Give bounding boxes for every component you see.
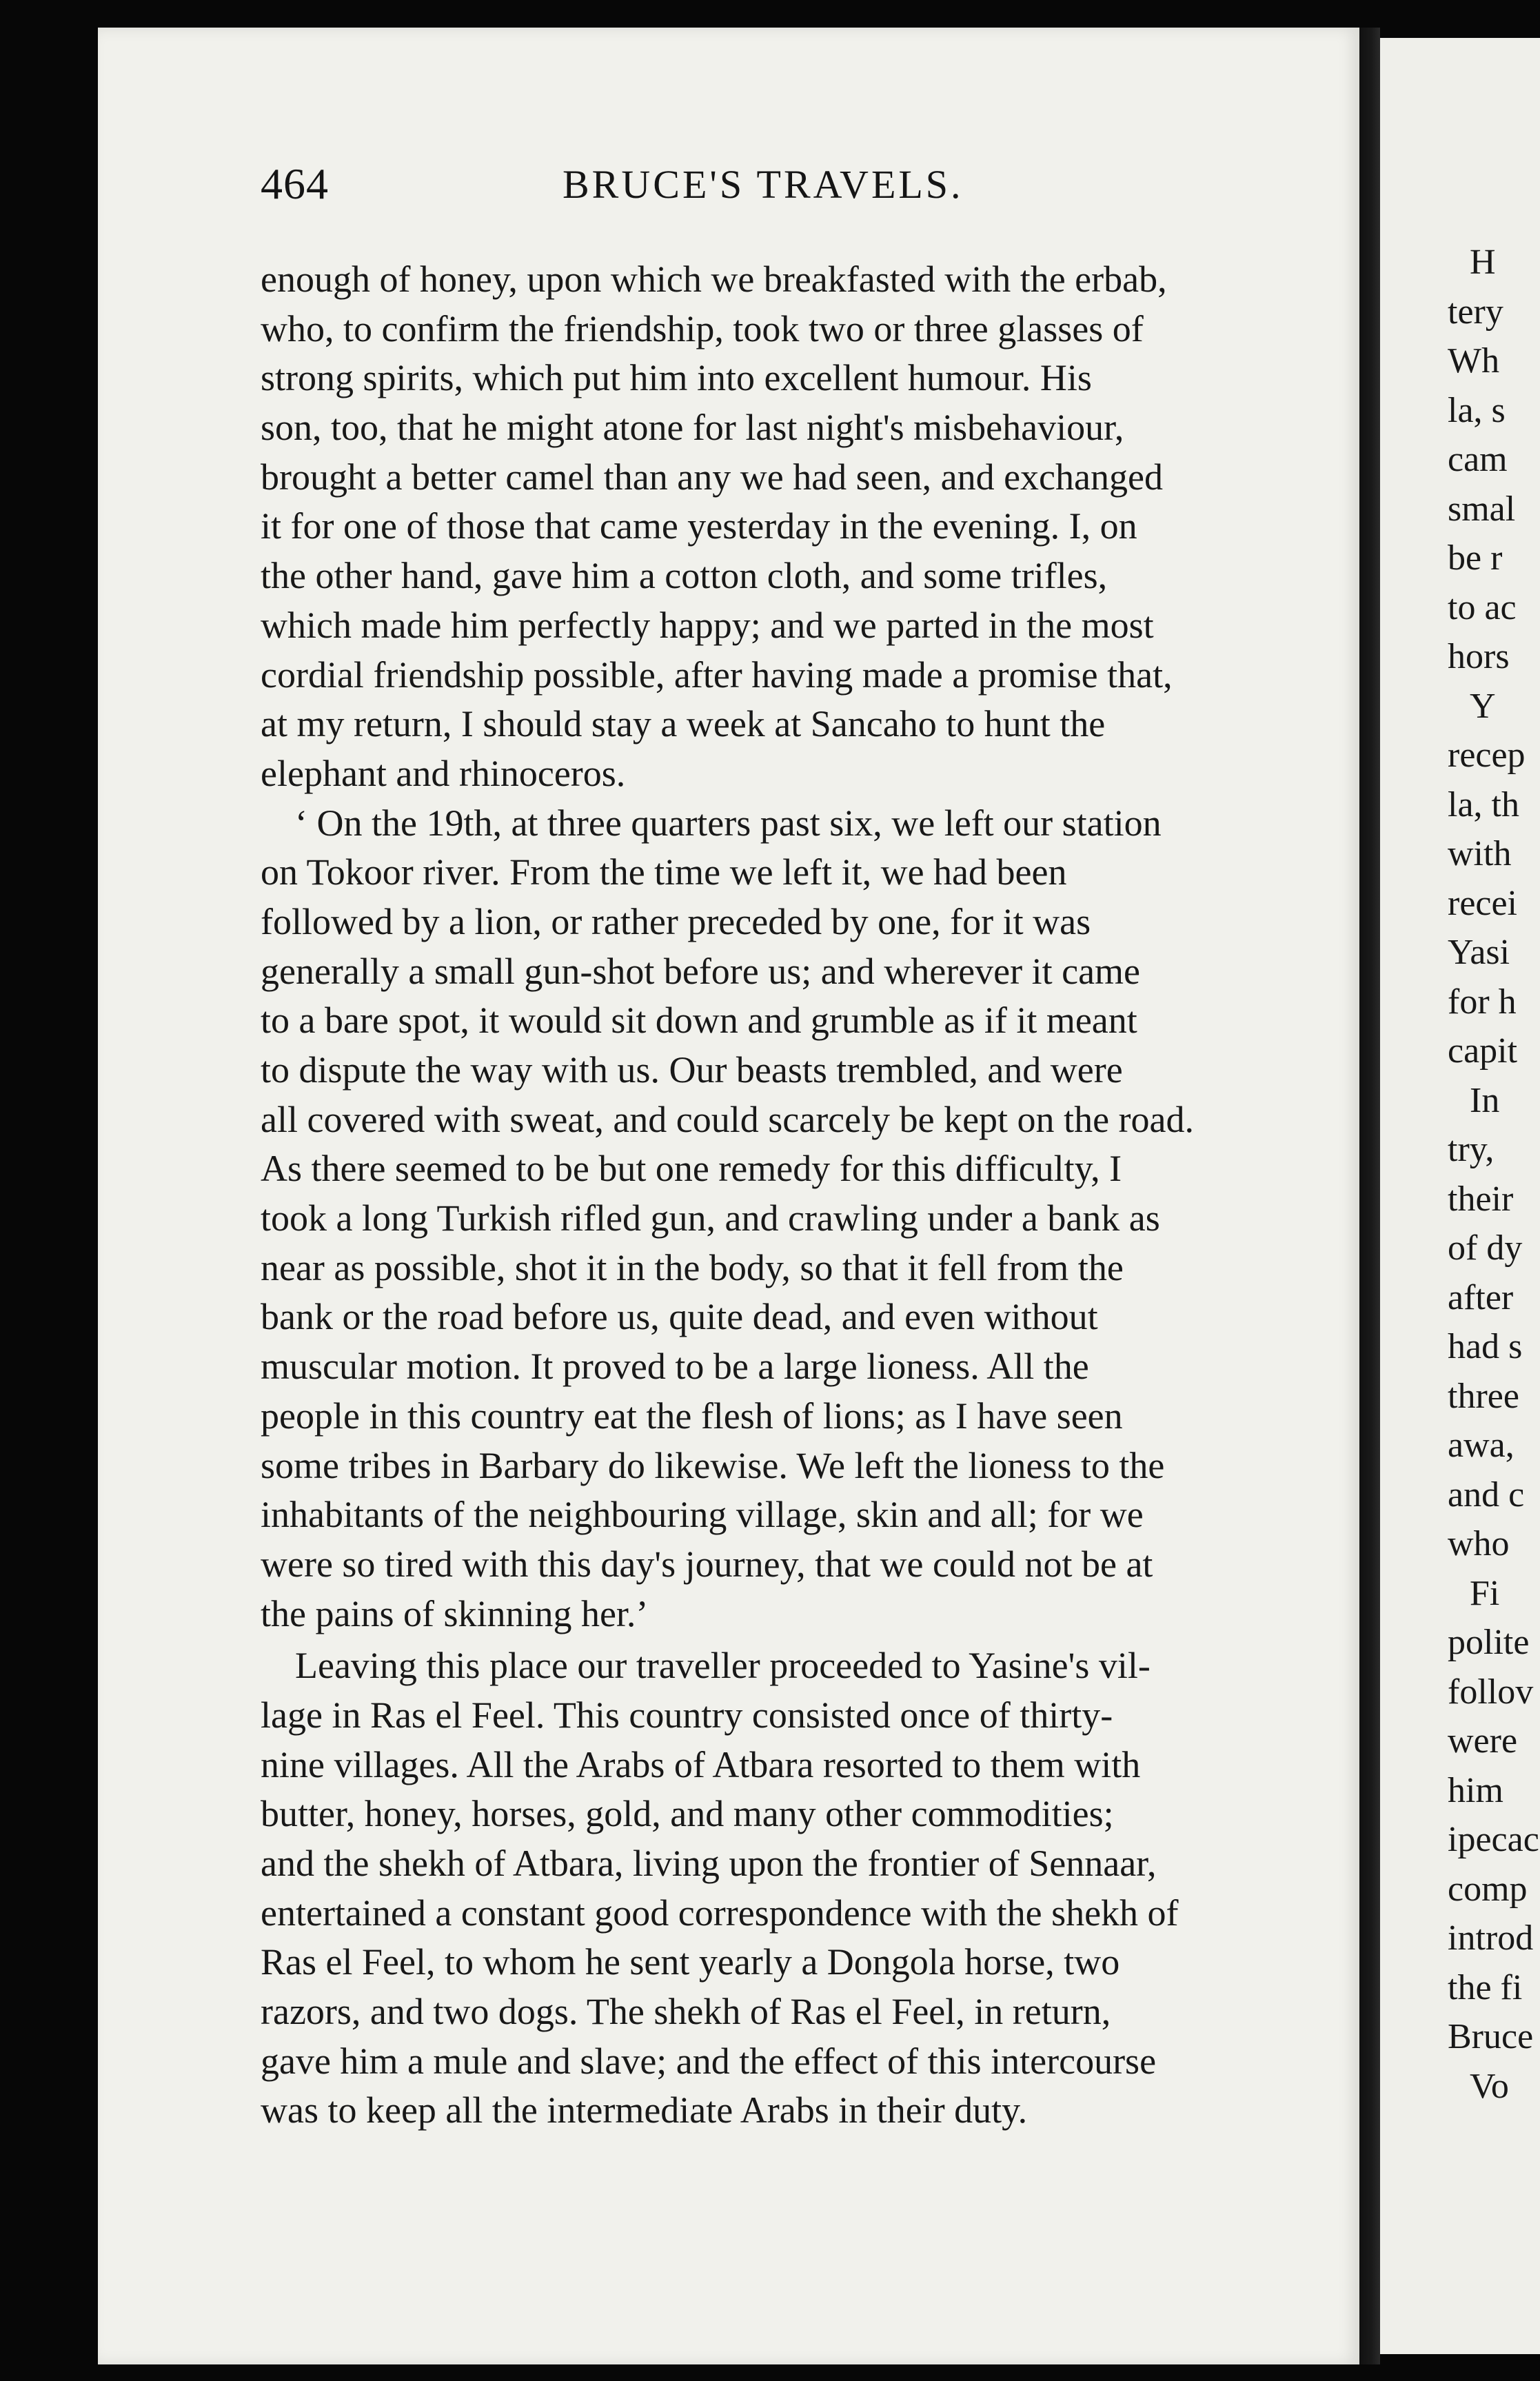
facing-text-line: In [1470,1080,1500,1120]
facing-text-line: were [1448,1721,1518,1761]
text-line: was to keep all the intermediate Arabs in their duty. [261,2089,1028,2131]
text-line: some tribes in Barbary do likewise. We left the lioness to the [261,1444,1165,1486]
text-line: were so tired with this day's journey, that we could not be at [261,1543,1153,1585]
paragraph-start-line: ‘ On the 19th, at three quarters past six, we left our station [295,802,1162,844]
text-line: elephant and rhinoceros. [261,752,626,794]
facing-text-line: awa, [1448,1426,1514,1465]
text-line: bank or the road before us, quite dead, and even without [261,1296,1098,1338]
book-gutter [1359,28,1380,2364]
text-line: all covered with sweat, and could scarcely be kept on the road. [261,1098,1194,1140]
page-header [261,159,1336,234]
text-line: at my return, I should stay a week at Sancaho to hunt the [261,703,1106,745]
text-line: it for one of those that came yesterday in the evening. I, on [261,505,1137,547]
text-line: took a long Turkish rifled gun, and crawling under a bank as [261,1197,1160,1239]
facing-text-line: hors [1448,637,1510,676]
facing-text-line: la, th [1448,784,1519,824]
text-line: people in this country eat the flesh of lions; as I have seen [261,1395,1123,1437]
facing-text-line: H [1470,243,1496,282]
text-line: to a bare spot, it would sit down and grumble as if it meant [261,1000,1137,1042]
facing-text-line: their [1448,1179,1514,1219]
facing-text-line: to ac [1448,587,1517,627]
facing-text-line: capit [1448,1031,1518,1071]
facing-text-line: polite [1448,1623,1530,1662]
facing-text-line: smal [1448,489,1516,529]
text-line: strong spirits, which put him into excellent humour. His [261,357,1092,399]
facing-text-line: him [1448,1770,1503,1810]
body-text [261,255,1336,2136]
text-line: generally a small gun-shot before us; and wherever it came [261,950,1141,992]
running-head: BRUCE'S TRAVELS. [563,162,964,207]
text-line: entertained a constant good correspondence with the shekh of [261,1892,1179,1934]
text-line: razors, and two dogs. The shekh of Ras el Feel, in return, [261,1991,1111,2033]
page-number: 464 [261,159,329,208]
facing-text-line: Bruce [1448,2017,1534,2056]
text-line: which made him perfectly happy; and we parted in the most [261,604,1154,646]
facing-text-line: Vo [1470,2066,1509,2106]
facing-text-line: tery [1448,292,1503,332]
facing-text-line: try, [1448,1130,1495,1169]
facing-text-line: with [1448,834,1512,873]
facing-text-line: of dy [1448,1228,1523,1268]
facing-text-line: cam [1448,440,1508,479]
facing-text-line: Y [1470,686,1496,726]
facing-text-line: who [1448,1524,1510,1563]
facing-page-text [1448,238,1540,2111]
facing-text-line: recei [1448,883,1518,923]
text-line: butter, honey, horses, gold, and many other commodities; [261,1793,1114,1835]
text-line: near as possible, shot it in the body, so that it fell from the [261,1246,1124,1288]
facing-text-line: recep [1448,736,1526,775]
facing-text-line: ipecac [1448,1820,1539,1859]
facing-text-line: three [1448,1376,1519,1416]
text-line: on Tokoor river. From the time we left it, we had been [261,851,1067,893]
facing-text-line: comp [1448,1869,1528,1909]
text-line: the other hand, gave him a cotton cloth, and some trifles, [261,555,1108,597]
text-line: to dispute the way with us. Our beasts trembled, and were [261,1049,1123,1091]
text-line: Ras el Feel, to whom he sent yearly a Dongola horse, two [261,1941,1120,1983]
text-line: the pains of skinning her.’ [261,1592,649,1634]
text-line: nine villages. All the Arabs of Atbara resorted to them with [261,1743,1141,1785]
text-line: son, too, that he might atone for last night's misbehaviour, [261,407,1124,449]
facing-text-line: after [1448,1277,1514,1317]
facing-text-line: for h [1448,982,1517,1022]
text-line: who, to confirm the friendship, took two or three glasses of [261,307,1144,349]
text-line: muscular motion. It proved to be a large lioness. All the [261,1346,1089,1388]
text-line: lage in Ras el Feel. This country consisted once of thirty- [261,1694,1113,1736]
text-line: and the shekh of Atbara, living upon the frontier of Sennaar, [261,1843,1157,1884]
text-line: enough of honey, upon which we breakfasted with the erbab, [261,259,1167,300]
facing-text-line: Wh [1448,341,1500,381]
text-line: followed by a lion, or rather preceded by one, for it was [261,900,1091,942]
text-line: As there seemed to be but one remedy for this difficulty, I [261,1148,1122,1190]
paragraph-start-line: Leaving this place our traveller proceeded to Yasine's vil- [295,1645,1151,1687]
text-line: inhabitants of the neighbouring village, skin and all; for we [261,1494,1144,1536]
facing-text-line: and c [1448,1475,1525,1514]
facing-text-line: had s [1448,1327,1523,1366]
facing-text-line: Yasi [1448,933,1510,972]
text-line: cordial friendship possible, after having made a promise that, [261,653,1173,696]
facing-text-line: introd [1448,1918,1534,1958]
facing-text-line: the fi [1448,1967,1523,2007]
facing-text-line: be r [1448,538,1503,578]
text-line: gave him a mule and slave; and the effect of this intercourse [261,2040,1157,2082]
text-line: brought a better camel than any we had seen, and exchanged [261,456,1163,498]
facing-text-line: Fi [1470,1573,1500,1613]
facing-text-line: follov [1448,1672,1534,1712]
facing-text-line: la, s [1448,390,1506,430]
